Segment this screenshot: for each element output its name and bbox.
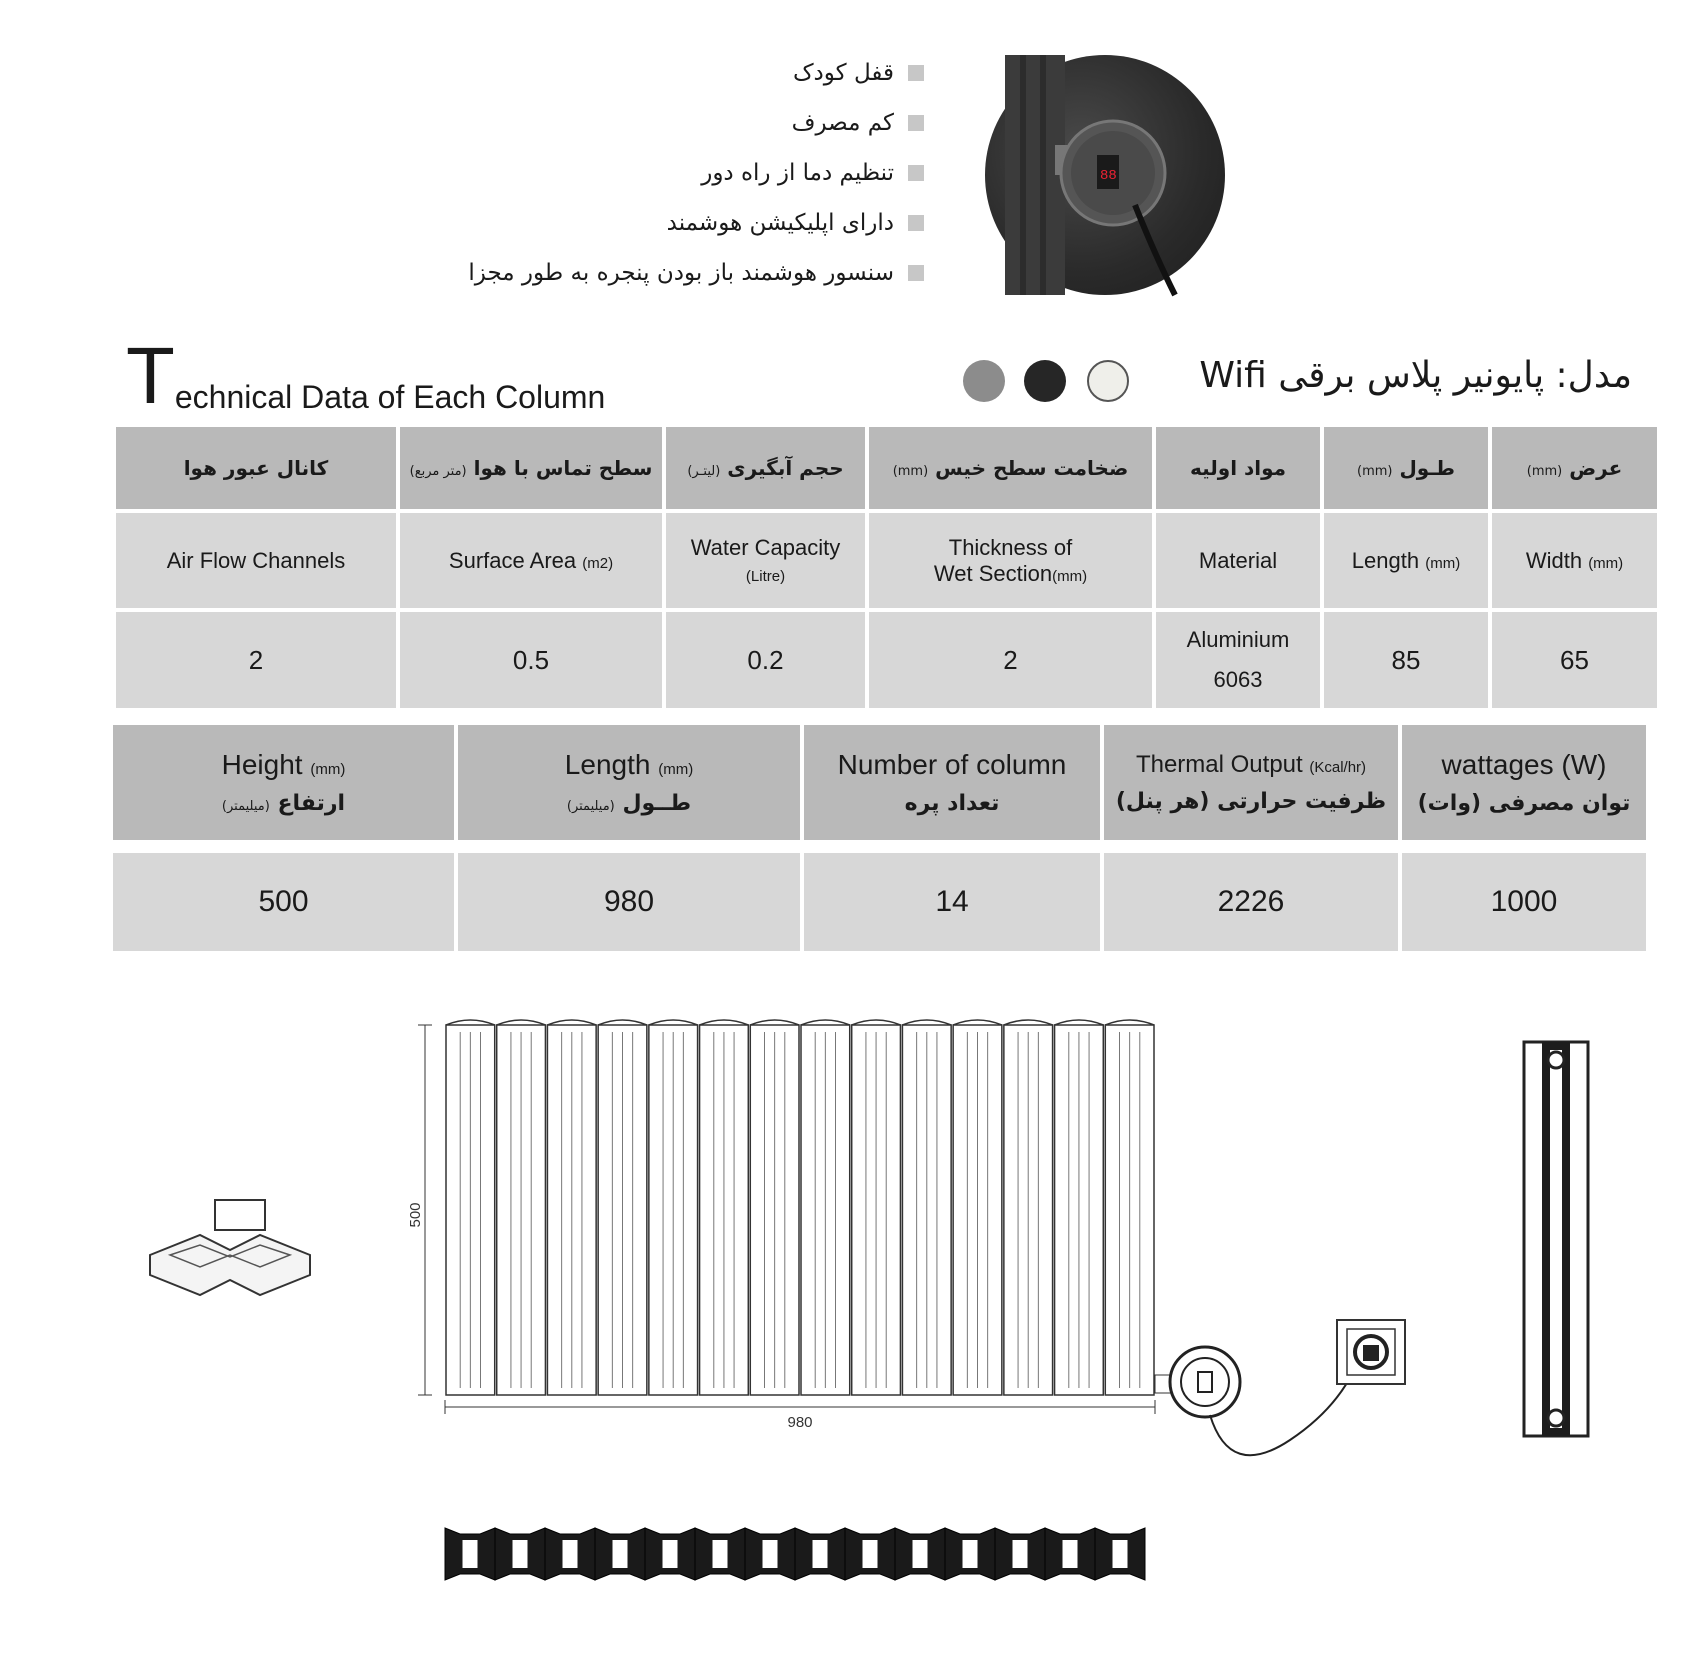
radiator-fin <box>1105 1020 1154 1395</box>
header-en-length: Length (mm) <box>1324 513 1488 608</box>
technical-data-heading: Technical Data of Each Column <box>126 331 606 420</box>
header-en-surface-area: Surface Area (m2) <box>400 513 662 608</box>
radiator-fin <box>801 1020 850 1395</box>
value-length: 85 <box>1324 612 1488 708</box>
top-fin <box>595 1528 645 1580</box>
header-thickness: ضخامت سطح خیس (mm) <box>869 427 1152 509</box>
bullet-icon <box>908 215 924 231</box>
header-width: عرض (mm) <box>1492 427 1657 509</box>
header-wattage: wattages (W) توان مصرفی (وات) <box>1402 725 1646 840</box>
column-spec-header-fa <box>116 427 1657 509</box>
value-air-flow: 2 <box>116 612 396 708</box>
controller-icon <box>1155 1340 1365 1455</box>
header-length: طـول (mm) <box>1324 427 1488 509</box>
header-air-flow: کانال عبور هوا <box>116 427 396 509</box>
header-en-water-capacity: Water Capacity (Litre) <box>666 513 865 608</box>
top-fin <box>845 1528 895 1580</box>
radiator-fin <box>547 1020 596 1395</box>
color-swatch-gray <box>963 360 1005 402</box>
value-width: 65 <box>1492 612 1657 708</box>
top-fin <box>945 1528 995 1580</box>
wall-socket-icon <box>1335 1318 1407 1386</box>
radiator-fin <box>953 1020 1002 1395</box>
header-height: Height (mm) ارتفاع (میلیمتر) <box>113 725 454 840</box>
header-en-width: Width (mm) <box>1492 513 1657 608</box>
radiator-fin <box>700 1020 749 1395</box>
header-en-thickness: Thickness of Wet Section(mm) <box>869 513 1152 608</box>
header-surface-area: سطح تماس با هوا (متر مربع) <box>400 427 662 509</box>
height-dimension-label: 500 <box>407 1202 424 1228</box>
feature-list <box>224 48 924 298</box>
column-spec-values <box>116 612 1657 708</box>
top-fin <box>545 1528 595 1580</box>
radiator-fin <box>750 1020 799 1395</box>
color-swatch-white <box>1087 360 1129 402</box>
radiator-fin <box>1004 1020 1053 1395</box>
panel-spec-header <box>113 725 1646 840</box>
radiator-fin <box>649 1020 698 1395</box>
value-wattage: 1000 <box>1402 853 1646 951</box>
thermostat-photo <box>985 55 1225 295</box>
top-fin <box>695 1528 745 1580</box>
header-panel-length: Length (mm) طــول (میلیمتر) <box>458 725 800 840</box>
feature-item: سنسور هوشمند باز بودن پنجره به طور مجزا <box>224 248 924 298</box>
radiator-fin <box>446 1020 495 1395</box>
length-dimension-label: 980 <box>787 1414 813 1431</box>
model-title: مدل: پایونیر پلاس برقی Wifi <box>1199 355 1632 396</box>
value-water-capacity: 0.2 <box>666 612 865 708</box>
radiator-fin <box>598 1020 647 1395</box>
radiator-fins <box>446 1020 1154 1395</box>
feature-item: تنظیم دما از راه دور <box>224 148 924 198</box>
header-water-capacity: حجم آبگیری (لیتـر) <box>666 427 865 509</box>
top-fin <box>745 1528 795 1580</box>
value-panel-length: 980 <box>458 853 800 951</box>
header-en-air-flow: Air Flow Channels <box>116 513 396 608</box>
column-spec-header-en <box>116 513 1657 608</box>
bullet-icon <box>908 115 924 131</box>
radiator-front-drawing <box>407 1010 1190 1450</box>
radiator-fin <box>902 1020 951 1395</box>
radiator-fin <box>497 1020 546 1395</box>
feature-item: قفل کودک <box>224 48 924 98</box>
value-material: Aluminium 6063 <box>1156 612 1320 708</box>
radiator-fin <box>852 1020 901 1395</box>
bullet-icon <box>908 165 924 181</box>
header-en-material: Material <box>1156 513 1320 608</box>
top-fin <box>995 1528 1045 1580</box>
feature-item: دارای اپلیکیشن هوشمند <box>224 198 924 248</box>
svg-text:88: 88 <box>1100 168 1117 184</box>
top-fin <box>445 1528 495 1580</box>
radiator-top-drawing <box>440 1520 1150 1590</box>
top-fin <box>1095 1528 1145 1580</box>
value-thickness: 2 <box>869 612 1152 708</box>
value-height: 500 <box>113 853 454 951</box>
header-thermal-output: Thermal Output (Kcal/hr) ظرفیت حرارتی (هر پنل) <box>1104 725 1398 840</box>
radiator-side-drawing <box>1522 1040 1590 1440</box>
top-fin <box>495 1528 545 1580</box>
top-fin <box>895 1528 945 1580</box>
top-fin <box>645 1528 695 1580</box>
value-surface-area: 0.5 <box>400 612 662 708</box>
bracket-drawing <box>140 1195 320 1320</box>
panel-spec-values <box>113 853 1646 951</box>
radiator-top-fins <box>445 1528 1145 1580</box>
bullet-icon <box>908 65 924 81</box>
value-thermal-output: 2226 <box>1104 853 1398 951</box>
radiator-fin <box>1055 1020 1104 1395</box>
bullet-icon <box>908 265 924 281</box>
header-material: مواد اولیه <box>1156 427 1320 509</box>
top-fin <box>795 1528 845 1580</box>
top-fin <box>1045 1528 1095 1580</box>
color-swatch-black <box>1024 360 1066 402</box>
feature-item: کم مصرف <box>224 98 924 148</box>
header-column-count: Number of column تعداد پره <box>804 725 1100 840</box>
value-column-count: 14 <box>804 853 1100 951</box>
